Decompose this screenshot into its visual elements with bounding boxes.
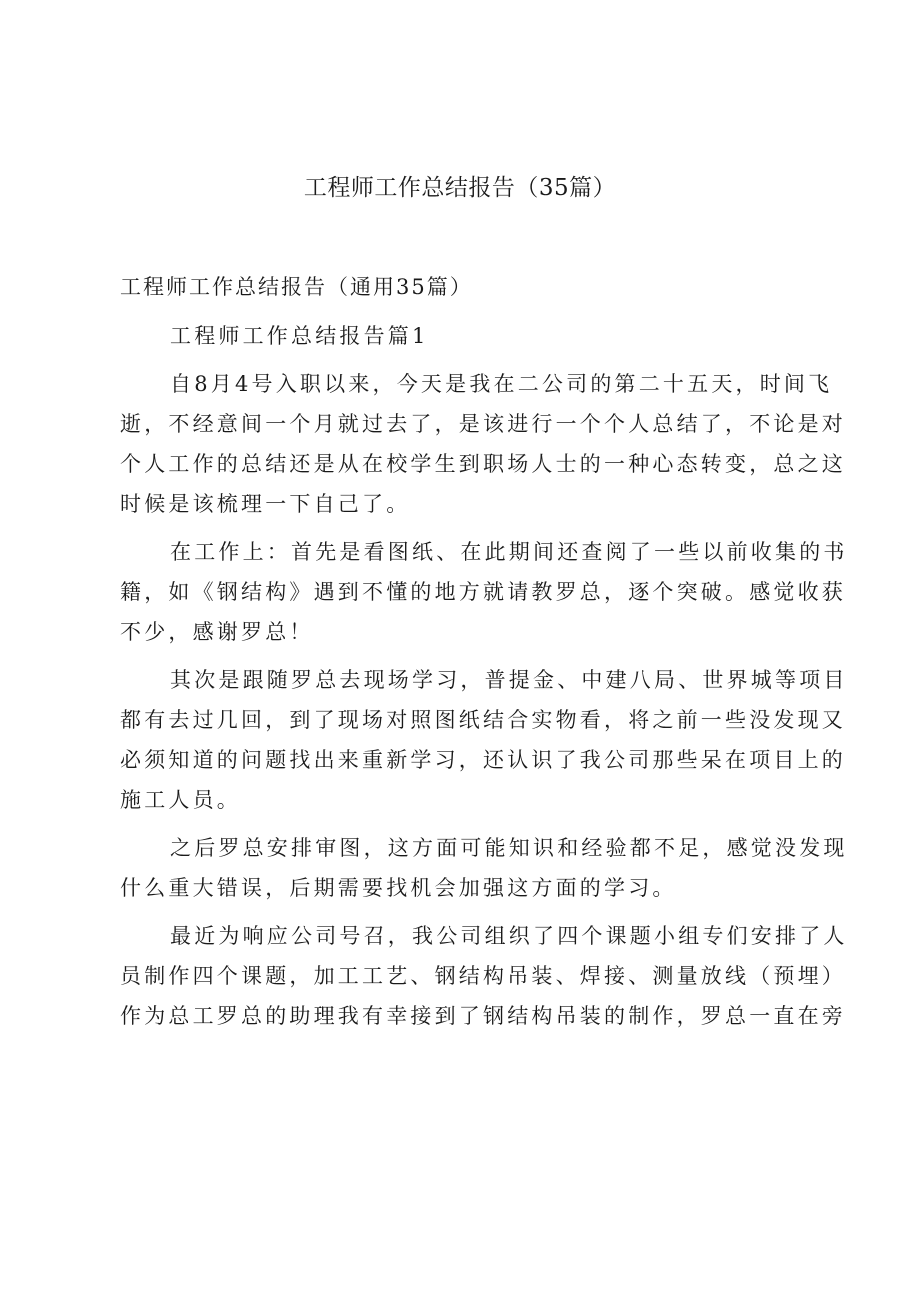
paragraph [120, 364, 846, 524]
paragraph [120, 916, 848, 1036]
paragraph-line: 籍，如《钢结构》遇到不懂的地方就请教罗总，逐个突破。感觉收获 [120, 580, 846, 604]
paragraph-line: 个人工作的总结还是从在校学生到职场人士的一种心态转变，总之这 [120, 452, 846, 476]
paragraph-line: 其次是跟随罗总去现场学习，普提金、中建八局、世界城等项目 [170, 668, 848, 692]
paragraph-line: 什么重大错误，后期需要找机会加强这方面的学习。 [120, 876, 677, 900]
paragraph-line: 逝，不经意间一个月就过去了，是该进行一个个人总结了，不论是对 [120, 412, 846, 436]
paragraph-line: 在工作上：首先是看图纸、在此期间还查阅了一些以前收集的书 [170, 540, 848, 564]
document-title: 工程师工作总结报告（35篇） [303, 175, 617, 201]
paragraph [120, 660, 848, 820]
paragraph-line: 不少，感谢罗总！ [120, 620, 314, 644]
section-heading [120, 316, 820, 356]
document-subtitle: 工程师工作总结报告（通用35篇） [120, 275, 473, 299]
paragraph-line: 作为总工罗总的助理我有幸接到了钢结构吊装的制作，罗总一直在旁 [120, 1004, 846, 1028]
paragraph-line: 时候是该梳理一下自己了。 [120, 492, 411, 516]
paragraph-line: 自8月4号入职以来，今天是我在二公司的第二十五天，时间飞 [170, 372, 833, 396]
paragraph-line: 之后罗总安排审图，这方面可能知识和经验都不足，感觉没发现 [170, 836, 848, 860]
section-heading-text: 工程师工作总结报告篇1 [170, 324, 429, 348]
document-body [120, 316, 848, 1044]
paragraph-line: 员制作四个课题，加工工艺、钢结构吊装、焊接、测量放线（预埋） [120, 964, 846, 988]
paragraph [120, 532, 848, 652]
paragraph-line: 都有去过几回，到了现场对照图纸结合实物看，将之前一些没发现又 [120, 708, 846, 732]
paragraph [120, 828, 848, 908]
paragraph-line: 必须知道的问题找出来重新学习，还认识了我公司那些呆在项目上的 [120, 748, 846, 772]
paragraph-line: 施工人员。 [120, 788, 241, 812]
paragraph-line: 最近为响应公司号召，我公司组织了四个课题小组专们安排了人 [170, 924, 848, 948]
